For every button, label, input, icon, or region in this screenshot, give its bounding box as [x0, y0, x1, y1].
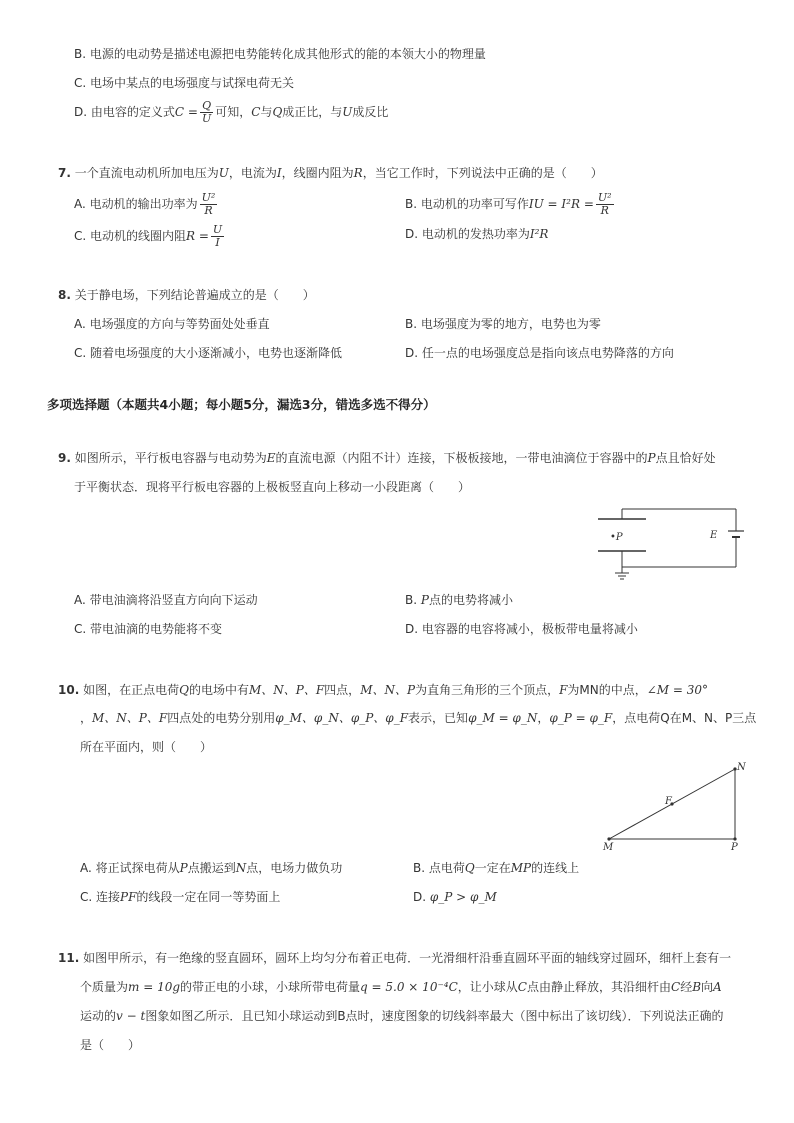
q9-option-d: D. 电容器的电容将减小，极板带电量将减小	[405, 622, 638, 636]
q6-option-b: B. 电源的电动势是描述电源把电势能转化成其他形式的能的本领大小的物理量	[74, 47, 486, 61]
q7-stem: 7. 一个直流电动机所加电压为U，电流为I，线圈内阻为R，当它工作时，下列说法中正确的是（ ）	[58, 166, 603, 180]
q7-option-a: A. 电动机的输出功率为 $\frac{\text{U²}}{R}$	[74, 191, 216, 217]
q11-stem-line2: 个质量为m = 10g的带正电的小球，小球所带电荷量q = 5.0 × 10⁻⁴C，让小球从C点由静止释放，其沿细杆由C经B向A	[80, 980, 722, 994]
question-number: 8.	[58, 288, 71, 302]
fraction: $\frac{U}{I}$	[212, 223, 223, 249]
question-number: 7.	[58, 166, 71, 180]
q10-option-c: C. 连接PF的线段一定在同一等势面上	[80, 890, 281, 904]
right-triangle-diagram	[600, 760, 750, 855]
q9-option-c: C. 带电油滴的电势能将不变	[74, 622, 223, 636]
q8-option-d: D. 任一点的电场强度总是指向该点电势降落的方向	[405, 346, 674, 360]
q6-option-c: C. 电场中某点的电场强度与试探电荷无关	[74, 76, 295, 90]
q6-option-d: D. 由电容的定义式C = $\frac{Q}{U}$ 可知，C与Q成正比，与U成反比	[74, 99, 389, 125]
q8-stem: 8. 关于静电场，下列结论普遍成立的是（ ）	[58, 288, 315, 302]
capacitor-circuit-diagram	[590, 505, 750, 585]
vertex-n-label: N	[737, 762, 746, 773]
fraction: $\frac{\text{U²}}{R}$	[201, 191, 216, 217]
q9-stem-line2: 于平衡状态．现将平行板电容器的上极板竖直向上移动一小段距离（ ）	[74, 480, 471, 494]
q7-option-c: C. 电动机的线圈内阻R = $\frac{U}{I}$	[74, 223, 223, 249]
q10-stem-line3: 所在平面内，则（ ）	[80, 740, 213, 754]
q9-stem-line1: 9. 如图所示，平行板电容器与电动势为E的直流电源（内阻不计）连接，下极板接地，一带电油滴位于容器中的P点且恰好处	[58, 451, 716, 465]
question-number: 11.	[58, 951, 80, 965]
q9-option-b: B. P点的电势将减小	[405, 593, 513, 607]
q7-option-b: B. 电动机的功率可写作IU = I²R = $\frac{\text{U²}}{R}$	[405, 191, 612, 217]
q11-stem-line4: 是（ ）	[80, 1038, 141, 1052]
q10-option-d: D. φ_P > φ_M	[413, 890, 497, 904]
point-p-label: •P	[610, 532, 623, 543]
q10-option-b: B. 点电荷Q一定在MP的连线上	[413, 861, 580, 875]
section-heading: 多项选择题（本题共4小题；每小题5分，漏选3分，错选多选不得分）	[47, 397, 436, 412]
question-number: 10.	[58, 683, 80, 697]
q8-option-a: A. 电场强度的方向与等势面处处垂直	[74, 317, 270, 331]
q9-option-a: A. 带电油滴将沿竖直方向向下运动	[74, 593, 258, 607]
midpoint-f-label: F	[665, 796, 672, 807]
q7-option-d: D. 电动机的发热功率为I²R	[405, 227, 549, 241]
fraction: $\frac{\text{U²}}{R}$	[597, 191, 612, 217]
q8-option-b: B. 电场强度为零的地方，电势也为零	[405, 317, 601, 331]
vertex-m-label: M	[603, 842, 614, 853]
question-number: 9.	[58, 451, 71, 465]
q10-stem-line1: 10. 如图，在正点电荷Q的电场中有M、N、P、F四点，M、N、P为直角三角形的三个顶点，F为MN的中点，∠M = 30°	[58, 683, 709, 697]
fraction: $\frac{Q}{U}$	[201, 99, 212, 125]
q11-stem-line3: 运动的v − t图象如图乙所示．且已知小球运动到B点时，速度图象的切线斜率最大（图中标出了该切线）．下列说法正确的	[80, 1009, 724, 1023]
vertex-p-label: P	[731, 842, 738, 853]
q11-stem-line1: 11. 如图甲所示，有一绝缘的竖直圆环，圆环上均匀分布着正电荷．一光滑细杆沿垂直圆环平面的轴线穿过圆环，细杆上套有一	[58, 951, 732, 965]
q10-stem-line2: ，M、N、P、F四点处的电势分别用φ_M、φ_N、φ_P、φ_F表示，已知φ_M = φ_N，φ_P = φ_F，点电荷Q在M、N、P三点	[80, 711, 757, 725]
q10-option-a: A. 将正试探电荷从P点搬运到N点，电场力做负功	[80, 861, 343, 875]
emf-e-label: E	[710, 530, 718, 541]
q8-option-c: C. 随着电场强度的大小逐渐减小，电势也逐渐降低	[74, 346, 343, 360]
